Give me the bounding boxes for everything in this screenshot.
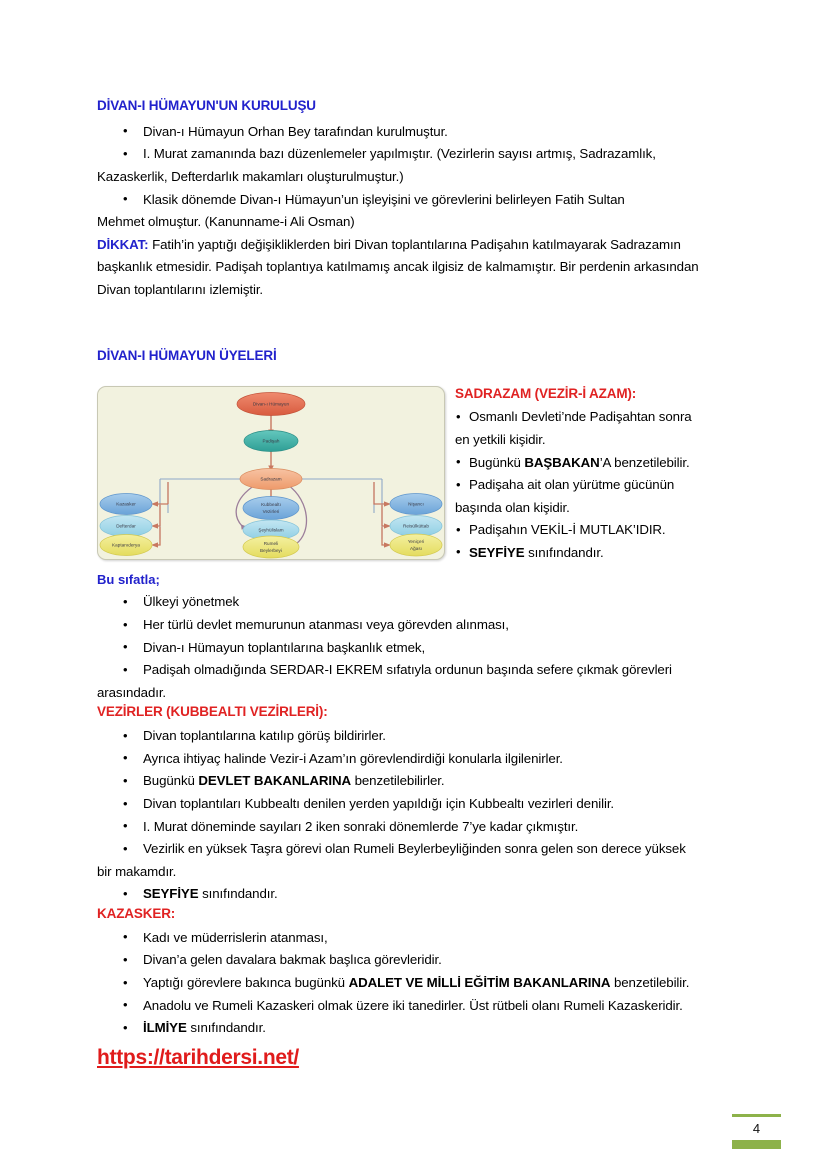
list-item: • Her türlü devlet memurunun atanması veya görevden alınması, bbox=[97, 614, 731, 637]
node-label: Yeniçeri bbox=[407, 538, 425, 544]
text-bold: BAŞBAKAN bbox=[524, 454, 600, 470]
list-item-continuation: en yetkili kişidir. bbox=[455, 431, 546, 447]
node-reisulkuttab bbox=[390, 515, 442, 536]
text-bold: DEVLET BAKANLARINA bbox=[198, 773, 351, 789]
text-post: benzetilebilirler. bbox=[350, 773, 445, 789]
text-post: sınıfındandır. bbox=[198, 886, 278, 902]
node-label: Şeyhülislam bbox=[258, 527, 284, 533]
list-item bbox=[455, 452, 731, 475]
node-defterdar bbox=[100, 515, 152, 536]
node-label: Defterdar bbox=[116, 523, 136, 529]
heading-sadrazam: SADRAZAM (VEZİR-İ AZAM): bbox=[455, 385, 637, 401]
heading-vezirler: VEZİRLER (KUBBEALTI VEZİRLERİ): bbox=[97, 704, 328, 720]
list-item bbox=[97, 1017, 731, 1040]
text-bold: ADALET VE MİLLİ EĞİTİM BAKANLARINA bbox=[348, 975, 611, 991]
list-item: • Osmanlı Devleti’nde Padişahtan sonra bbox=[455, 406, 731, 429]
list-item bbox=[97, 883, 731, 906]
diagram-container bbox=[97, 386, 445, 560]
text-pre: Bugünkü bbox=[469, 454, 525, 470]
footer-bar-bottom bbox=[732, 1140, 781, 1149]
list-item bbox=[97, 972, 731, 995]
sadrazam-column bbox=[445, 386, 731, 565]
node-rumeli-beylerbeyi bbox=[243, 536, 299, 558]
node-kaptaniderya bbox=[100, 534, 152, 555]
node-label: Padişah bbox=[262, 438, 280, 444]
node-sadrazam bbox=[240, 468, 302, 489]
node-yeniceri-agasi bbox=[390, 534, 442, 556]
node-label: Kubbealtı bbox=[261, 501, 281, 507]
node-kazasker bbox=[100, 493, 152, 514]
page-number-footer bbox=[732, 1114, 781, 1149]
text-bold: İLMİYE bbox=[143, 1020, 187, 1036]
dikkat-paragraph bbox=[97, 234, 731, 302]
diagram-svg bbox=[98, 387, 444, 559]
list-item-continuation: başında olan kişidir. bbox=[455, 499, 570, 515]
diagram-connectors bbox=[268, 415, 274, 504]
kazasker-bullet-list bbox=[97, 927, 731, 1040]
list-item: • Divan-ı Hümayun toplantılarına başkanlık etmek, bbox=[97, 637, 731, 660]
kurulus-bullet-list bbox=[97, 121, 731, 234]
list-item: • Anadolu ve Rumeli Kazaskeri olmak üzere iki tanedirler. Üst rütbeli olanı Rumeli Kazaskeridir. bbox=[97, 995, 731, 1018]
node-label: Kaptanıderya bbox=[112, 542, 140, 548]
list-item: • Divan-ı Hümayun Orhan Bey tarafından kurulmuştur. bbox=[97, 121, 731, 144]
list-item: • Kadı ve müderrislerin atanması, bbox=[97, 927, 731, 950]
heading-divan-uyeleri: DİVAN-I HÜMAYUN ÜYELERİ bbox=[97, 347, 277, 363]
list-item: • I. Murat döneminde sayıları 2 iken sonraki dönemlerde 7’ye kadar çıkmıştır. bbox=[97, 816, 731, 839]
node-label: Beylerbeyi bbox=[260, 547, 282, 553]
node-divan-humayun bbox=[237, 392, 305, 415]
text-post: ’A benzetilebilir. bbox=[599, 454, 690, 470]
members-block bbox=[97, 386, 731, 565]
dikkat-body: Fatih’in yaptığı değişikliklerden biri Divan toplantılarına Padişahın katılmayarak Sadrazamın başkanlık etmesidir. Padişah toplantıya katılmamış ancak ilgisiz de kalmamıştır. Bir perdenin arkasından Divan toplantılarını izlemiştir. bbox=[97, 236, 699, 298]
page-number: 4 bbox=[752, 1121, 761, 1136]
list-item-continuation: bir makamdır. bbox=[97, 863, 177, 879]
list-item: • Divan toplantıları Kubbealtı denilen yerden yapıldığı için Kubbealtı vezirleri denilir. bbox=[97, 793, 731, 816]
vezirler-bullet-list bbox=[97, 725, 731, 906]
node-label: Ağası bbox=[410, 545, 422, 551]
text-post: sınıfındandır. bbox=[186, 1020, 266, 1036]
list-item-continuation: arasındadır. bbox=[97, 684, 167, 700]
node-label: Divan-ı Hümayun bbox=[252, 401, 290, 407]
page-content bbox=[97, 98, 731, 1070]
list-item: • Padişah olmadığında SERDAR-I EKREM sıfatıyla ordunun başında sefere çıkmak görevleri bbox=[97, 659, 731, 682]
node-label: Sadrazam bbox=[260, 476, 282, 482]
node-kubbealti-vezirleri bbox=[243, 496, 299, 519]
heading-kazasker: KAZASKER: bbox=[97, 906, 176, 922]
list-item: • Padişaha ait olan yürütme gücünün bbox=[455, 474, 731, 497]
node-padisah bbox=[244, 430, 298, 451]
list-item: • Ülkeyi yönetmek bbox=[97, 591, 731, 614]
list-item: • Padişahın VEKİL-İ MUTLAK’IDIR. bbox=[455, 519, 731, 542]
spacer bbox=[97, 371, 731, 380]
site-link[interactable]: https://tarihdersi.net/ bbox=[97, 1045, 299, 1069]
section-spacer bbox=[97, 302, 731, 348]
list-item: • Vezirlik en yüksek Taşra görevi olan Rumeli Beylerbeyliğinden sonra gelen son derece yüksek bbox=[97, 838, 731, 861]
node-label: Nişancı bbox=[408, 501, 424, 507]
list-item: • I. Murat zamanında bazı düzenlemeler yapılmıştır. (Vezirlerin sayısı artmış, Sadrazamlık, bbox=[97, 143, 731, 166]
busifatla-bullet-list bbox=[97, 591, 731, 704]
divan-hierarchy-diagram bbox=[97, 386, 445, 560]
list-item: • Divan toplantılarına katılıp görüş bildirirler. bbox=[97, 725, 731, 748]
list-item: • Ayrıca ihtiyaç halinde Vezir-i Azam’ın görevlendirdiği konularla ilgilenirler. bbox=[97, 748, 731, 771]
list-item: • Klasik dönemde Divan-ı Hümayun’un işleyişini ve görevlerini belirleyen Fatih Sultan bbox=[97, 189, 731, 212]
heading-divan-kurulusu: DİVAN-I HÜMAYUN'UN KURULUŞU bbox=[97, 98, 316, 113]
list-item-continuation: Kazaskerlik, Defterdarlık makamları oluşturulmuştur.) bbox=[97, 169, 404, 185]
node-label: Kazasker bbox=[116, 501, 136, 507]
node-label: Vezirleri bbox=[262, 508, 280, 514]
list-item bbox=[455, 542, 731, 565]
node-nisanci bbox=[390, 493, 442, 514]
text-bold: SEYFİYE bbox=[143, 886, 199, 902]
list-item-continuation: Mehmet olmuştur. (Kanunname-i Ali Osman) bbox=[97, 214, 355, 230]
text-pre: Bugünkü bbox=[143, 773, 199, 789]
node-label: Rumeli bbox=[263, 540, 279, 546]
text-post: benzetilebilir. bbox=[610, 975, 690, 991]
list-item bbox=[97, 770, 731, 793]
text-bold: SEYFİYE bbox=[469, 544, 525, 560]
list-item: • Divan’a gelen davalara bakmak başlıca görevleridir. bbox=[97, 949, 731, 972]
text-pre: Yaptığı görevlere bakınca bugünkü bbox=[143, 975, 349, 991]
heading-bu-sifatla: Bu sıfatla; bbox=[97, 571, 160, 587]
sadrazam-bullet-list bbox=[455, 406, 731, 564]
dikkat-label: DİKKAT: bbox=[97, 236, 149, 252]
text-post: sınıfındandır. bbox=[524, 544, 604, 560]
footer-bar-top bbox=[732, 1114, 781, 1117]
node-label: Reisülküttab bbox=[403, 523, 429, 529]
